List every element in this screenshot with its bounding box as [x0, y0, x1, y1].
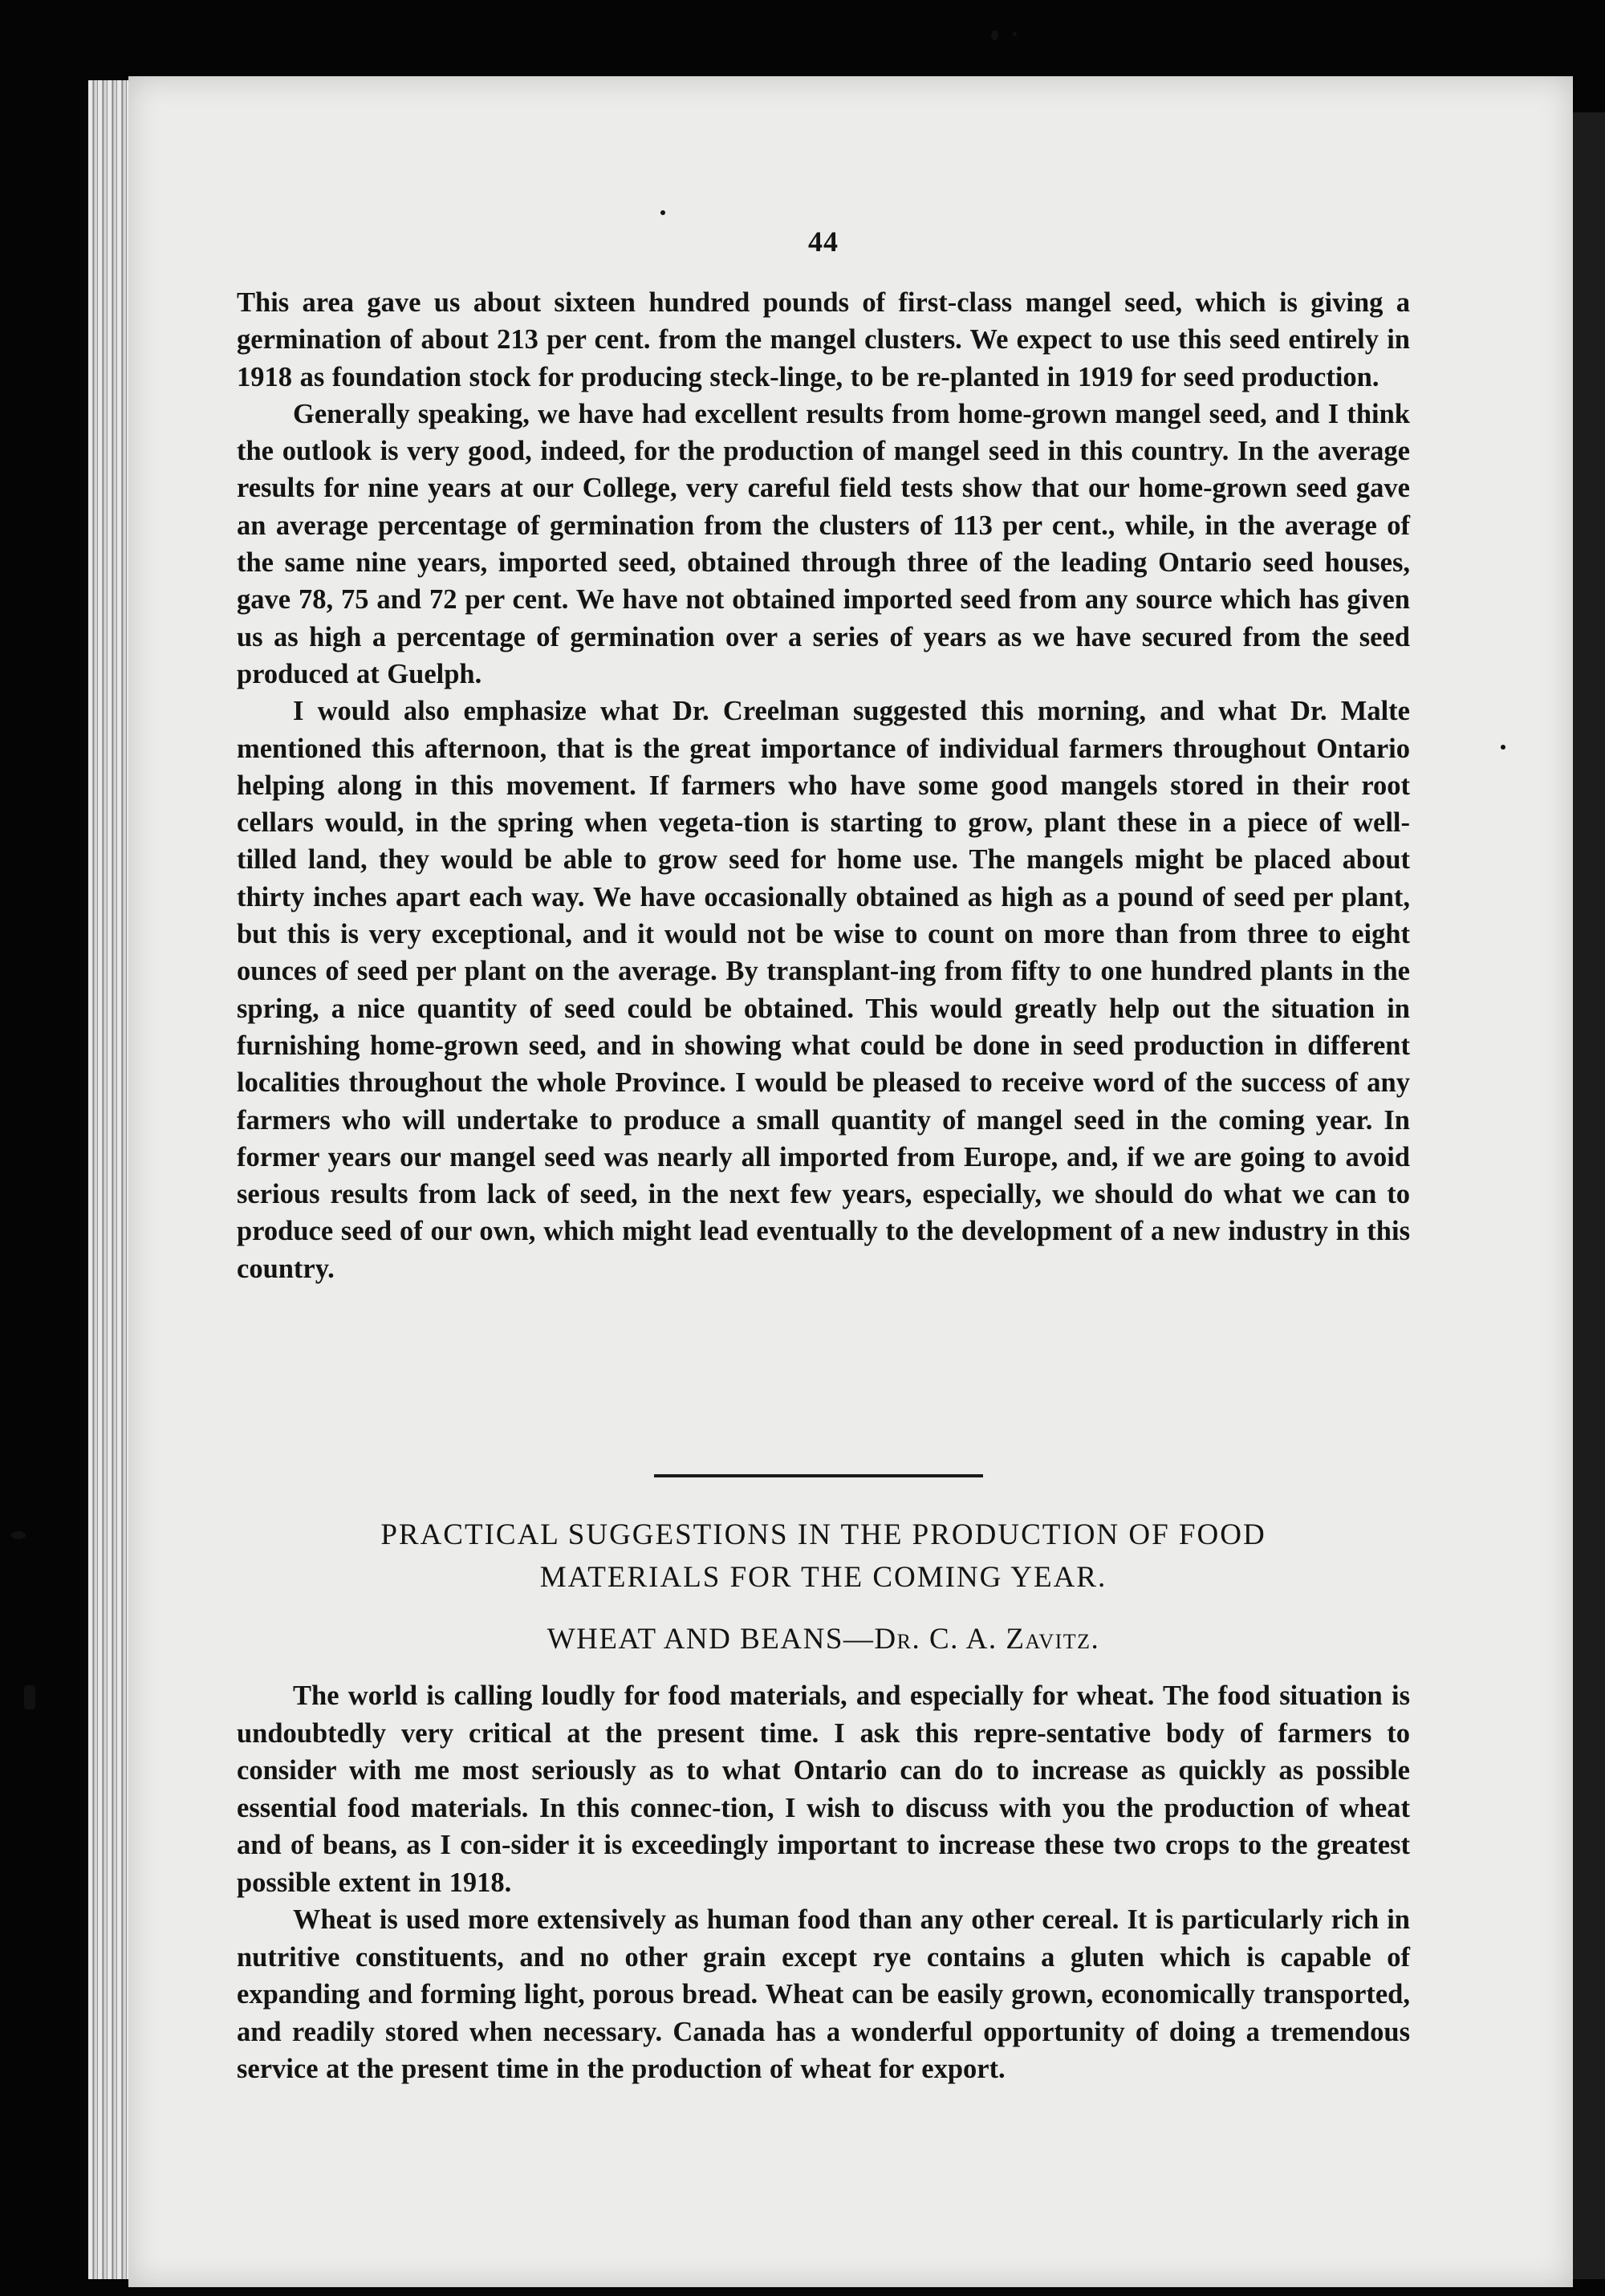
subtitle-topic: WHEAT AND BEANS— — [547, 1623, 875, 1656]
paragraph-2: Generally speaking, we have had excellent results from home-grown mangel seed, and I think the outlook is very good, indeed, for the production of mangel seed in this country. In the average results for nine years at our College, very careful field tests show that our home-grown seed gave an average percentage of germination from the clusters of 113 per cent., while, in the average of the same nine years, imported seed, obtained through three of the leading Ontario seed houses, gave 78, 75 and 72 per cent. We have not obtained imported seed from any source which has given us as high a percentage of germination over a series of years as we have secured from the seed produced at Guelph. — [237, 398, 1410, 689]
paragraph-5: Wheat is used more extensively as human food than any other cereal. It is particularly rich in nutritive constituents, and no other grain except rye contains a gluten which is capable of expanding and forming light, porous bread. Wheat can be easily grown, economically transported, and readily stored when necessary. Canada has a wonderful opportunity of doing a tremendous service at the present time in the production of wheat for export. — [237, 1904, 1410, 2084]
section-title-line-1: PRACTICAL SUGGESTIONS IN THE PRODUCTION OF FOOD — [380, 1518, 1266, 1551]
section-subtitle — [237, 1622, 1410, 1656]
section-title — [237, 1514, 1410, 1599]
right-page-edge — [1573, 112, 1605, 2279]
page-number: 44 — [808, 226, 839, 258]
body-section-1 — [237, 284, 1410, 1287]
paragraph-3: I would also emphasize what Dr. Creelman suggested this morning, and what Dr. Malte mentioned this afternoon, that is the great importance of individual farmers throughout Ontario helping along in this movement. If farmers who have some good mangels stored in their root cellars would, in the spring when vegeta-tion is starting to grow, plant these in a piece of well-tilled land, they would be able to grow seed for home use. The mangels might be placed about thirty inches apart each way. We have occasionally obtained as high as a pound of seed per plant, but this is very exceptional, and it would not be wise to count on more than from three to eight ounces of seed per plant on the average. By transplant-ing from fifty to one hundred plants in the spring, a nice quantity of seed could be obtained. This would greatly help out the situation in furnishing home-grown seed, and in showing what could be done in seed production in different localities throughout the whole Province. I would be pleased to receive word of the success of any farmers who will undertake to produce a small quantity of mangel seed in the coming year. In former years our mangel seed was nearly all imported from Europe, and, if we are going to avoid serious results from lack of seed, in the next few years, especially, we should do what we can to produce seed of our own, which might lead eventually to the development of a new industry in this country. — [237, 696, 1410, 1284]
body-section-2 — [237, 1677, 1410, 2088]
subtitle-author: Dr. C. A. Zavitz. — [874, 1623, 1100, 1656]
paragraph-1: This area gave us about sixteen hundred pounds of first-class mangel seed, which is giving a germination of about 213 per cent. from the mangel clusters. We expect to use this seed entirely in 1918 as foundation stock for producing steck-linge, to be re-planted in 1919 for seed production. — [237, 287, 1410, 392]
section-divider — [654, 1474, 983, 1477]
paragraph-4: The world is calling loudly for food materials, and especially for wheat. The food situation is undoubtedly very critical at the present time. I ask this repre-sentative body of farmers to consider with me most seriously as to what Ontario can do to increase as quickly as possible essential food materials. In this connec-tion, I wish to discuss with you the production of wheat and of beans, as I con-sider it is exceedingly important to increase these two crops to the greatest possible extent in 1918. — [237, 1680, 1410, 1898]
section-title-line-2: MATERIALS FOR THE COMING YEAR. — [539, 1561, 1107, 1594]
